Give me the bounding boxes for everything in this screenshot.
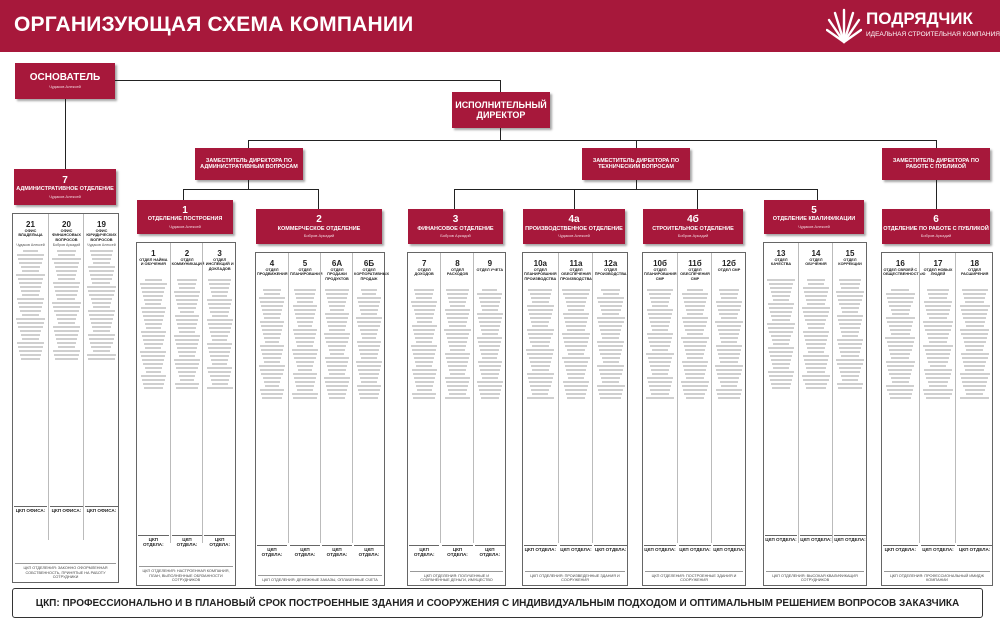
department-duties-text: [411, 289, 437, 489]
department-duties-text: [206, 279, 233, 479]
division-number: 1: [182, 204, 188, 216]
department-column[interactable]: [643, 253, 677, 552]
division-panel-3: [407, 252, 506, 586]
department-column[interactable]: [320, 253, 353, 557]
division-head: Бобров Аркадий: [920, 233, 952, 239]
department-duties-text: [562, 289, 591, 489]
division-number: 2: [316, 214, 322, 226]
division-panel-5: [763, 242, 867, 586]
division-number: 3: [452, 214, 459, 226]
division-head: Чудаков Алексей: [169, 223, 201, 229]
department-column[interactable]: [592, 253, 628, 552]
division-head: Бобров Аркадий: [303, 233, 335, 239]
division-vfp: ЦКП ОТДЕЛЕНИЯ: ДЕНЕЖНЫЕ ЗАКАЗЫ, ОПЛАЧЕННЫЕ СЧЕТА: [258, 575, 382, 583]
founder-title: ОСНОВАТЕЛЬ: [29, 71, 101, 83]
department-duties-text: [767, 279, 795, 479]
department-number: 16: [895, 259, 905, 268]
department-number: 7: [421, 259, 427, 268]
department-duties-text: [477, 289, 503, 489]
department-name: ОФИС ЮРИДИЧЕСКИХ ВОПРОСОВ: [86, 229, 117, 242]
division-number: 7: [62, 174, 68, 186]
department-name: ОФИС ВЛАДЕЛЬЦА: [18, 229, 43, 238]
department-name: ОТДЕЛ ПРОДАЖИ ПРОДУКТОВ: [325, 268, 349, 281]
logo-burst-icon: [826, 6, 862, 46]
department-column[interactable]: [764, 243, 798, 543]
department-number: 17: [933, 259, 943, 268]
department-vfp-label: ЦКП ОФИСА:: [86, 508, 117, 513]
executive-director-box[interactable]: [452, 92, 550, 128]
deputy-admin-box[interactable]: [195, 148, 303, 180]
department-name: ОТДЕЛ НАЙМА И ОБУЧЕНИЯ: [139, 258, 168, 267]
department-duties-text: [836, 279, 864, 479]
department-vfp-label: ЦКП ОФИСА:: [15, 508, 46, 513]
deputy-public-title: ЗАМЕСТИТЕЛЬ ДИРЕКТОРА ПО РАБОТЕ С ПУБЛИКОЙ: [892, 157, 980, 170]
department-name: ОТДЕЛ КОРРЕКЦИИ: [838, 258, 862, 267]
department-number: 10а: [533, 259, 547, 268]
department-duties-text: [16, 250, 45, 450]
department-number: 3: [217, 249, 222, 258]
department-number: 8: [455, 259, 460, 268]
department-name: ОТДЕЛ КОММУНИКАЦИЙ: [171, 258, 205, 267]
department-number: 2: [184, 249, 190, 258]
department-name: ОТДЕЛ КАЧЕСТВА: [770, 258, 792, 267]
logo-name: ПОДРЯДЧИК: [866, 9, 973, 28]
division-box-1[interactable]: [137, 200, 233, 234]
division-title: КОММЕРЧЕСКОЕ ОТДЕЛЕНИЕ: [277, 225, 361, 232]
division-title: АДМИНИСТРАТИВНОЕ ОТДЕЛЕНИЕ: [16, 186, 114, 193]
division-vfp: ЦКП ОТДЕЛЕНИЯ: ПОЛУЧЕННЫЕ И СОХРАНЕННЫЕ ДЕНЬГИ, ИМУЩЕСТВО: [410, 571, 503, 583]
division-head: Чудаков Алексей: [49, 193, 81, 199]
department-vfp-label: ЦКП ОТДЕЛА:: [800, 537, 832, 542]
department-duties-text: [923, 289, 954, 489]
department-number: 18: [970, 259, 980, 268]
department-duties-text: [444, 289, 470, 489]
division-title: ФИНАНСОВОЕ ОТДЕЛЕНИЕ: [417, 225, 494, 232]
department-vfp-label: ЦКП ОТДЕЛА:: [354, 545, 384, 557]
department-name: ОТДЕЛ ПЛАНИРОВАНИЯ ПРОИЗВОДСТВА: [524, 268, 557, 281]
division-box-6[interactable]: [882, 209, 990, 244]
department-column[interactable]: [202, 243, 236, 547]
department-column[interactable]: [440, 253, 473, 557]
division-head: Чудаков Алексей: [798, 223, 830, 229]
header-bar: [0, 0, 1000, 52]
division-panel-6: [881, 252, 993, 586]
department-name: ОТДЕЛ НОВЫХ ЛЮДЕЙ: [923, 268, 953, 277]
department-number: 11б: [688, 259, 702, 268]
department-duties-text: [681, 289, 709, 489]
department-duties-text: [174, 279, 201, 479]
department-number: 13: [776, 249, 786, 258]
deputy-admin-title: ЗАМЕСТИТЕЛЬ ДИРЕКТОРА ПО АДМИНИСТРАТИВНЫМ ВОПРОСАМ: [200, 157, 298, 170]
department-number: 9: [487, 259, 493, 268]
department-name: ОТДЕЛ ПЛАНИРОВАНИЯ: [290, 268, 323, 277]
page-title: ОРГАНИЗУЮЩАЯ СХЕМА КОМПАНИИ: [14, 13, 414, 36]
department-name: ОТДЕЛ ПЛАНИРОВАНИЯ СМР: [644, 268, 677, 281]
department-duties-text: [140, 279, 167, 479]
department-name: ОТДЕЛ ОБУЧЕНИЯ: [805, 258, 827, 267]
department-head: Чудаков Алексей: [16, 243, 45, 247]
department-head: Бобров Аркадий: [52, 243, 81, 247]
department-vfp-label: ЦКП ОТДЕЛА:: [322, 545, 352, 557]
division-box-4a[interactable]: [523, 209, 625, 244]
department-number: 19: [97, 220, 106, 229]
department-duties-text: [526, 289, 555, 489]
department-name: ОФИС ФИНАНСОВЫХ ВОПРОСОВ: [52, 229, 81, 242]
department-column[interactable]: [677, 253, 712, 552]
department-column[interactable]: [832, 243, 867, 543]
department-name: ОТДЕЛ СВЯЗЕЙ С ОБЩЕСТВЕННОСТЬЮ: [883, 268, 926, 277]
department-column[interactable]: [558, 253, 594, 552]
division-number: 6: [933, 214, 939, 226]
logo-tagline: ИДЕАЛЬНАЯ СТРОИТЕЛЬНАЯ КОМПАНИЯ: [866, 31, 1000, 38]
deputy-tech-box[interactable]: [582, 148, 690, 180]
department-vfp-label: ЦКП ОТДЕЛА:: [138, 535, 169, 547]
division-box-7[interactable]: [14, 169, 116, 205]
department-name: ОТДЕЛ ИНСПЕКЦИЙ И ДОКЛАДОВ: [205, 258, 234, 271]
department-column[interactable]: [711, 253, 746, 552]
department-number: 6А: [331, 259, 343, 268]
department-duties-text: [259, 289, 285, 489]
division-panel-4b: [642, 252, 746, 586]
department-duties-text: [646, 289, 674, 489]
division-title: ОТДЕЛЕНИЕ КВАЛИФИКАЦИИ: [772, 216, 856, 223]
division-vfp: ЦКП ОТДЕЛЕНИЯ: ЗАКОННО ОФОРМЛЕННАЯ СОБСТВЕННОСТЬ, ПРИНЯТЫЕ НА РАБОТУ СОТРУДНИКИ: [15, 563, 116, 580]
division-head: Бобров Аркадий: [440, 233, 471, 239]
division-head: Чудаков Алексей: [558, 233, 590, 239]
department-number: 1: [151, 249, 156, 258]
department-column[interactable]: [288, 253, 323, 557]
founder-box[interactable]: [15, 63, 115, 99]
division-panel-2: [255, 252, 390, 586]
department-duties-text: [52, 250, 81, 450]
department-duties-text: [802, 279, 830, 479]
department-vfp-label: ЦКП ОТДЕЛА:: [204, 535, 235, 547]
department-column[interactable]: [473, 253, 506, 557]
division-box-4b[interactable]: [643, 209, 743, 244]
division-title: СТРОИТЕЛЬНОЕ ОТДЕЛЕНИЕ: [652, 225, 734, 232]
department-number: 4: [269, 259, 275, 268]
department-column[interactable]: [83, 214, 119, 540]
division-head: Бобров Аркадий: [677, 233, 709, 239]
department-column[interactable]: [798, 243, 833, 543]
department-duties-text: [959, 289, 990, 489]
division-title: ПРОИЗВОДСТВЕННОЕ ОТДЕЛЕНИЕ: [525, 225, 623, 232]
division-number: 4б: [687, 214, 699, 226]
department-number: 12б: [722, 259, 736, 268]
division-box-5[interactable]: [764, 200, 864, 234]
department-number: 15: [845, 249, 855, 258]
department-head: Чудаков Алексей: [87, 243, 116, 247]
department-column[interactable]: [170, 243, 205, 547]
department-name: ОТДЕЛ УЧЕТА: [476, 268, 504, 272]
department-number: 21: [26, 220, 35, 229]
department-name: ОТДЕЛ ДОХОДОВ: [414, 268, 434, 277]
department-duties-text: [356, 289, 382, 489]
department-vfp-label: ЦКП ОТДЕЛА:: [172, 535, 203, 547]
department-vfp-label: ЦКП ОТДЕЛА:: [560, 547, 592, 552]
division-panel-7: [12, 213, 119, 583]
deputy-public-box[interactable]: [882, 148, 990, 180]
division-panel-4a: [522, 252, 628, 586]
department-number: 10б: [653, 259, 667, 268]
department-number: 5: [302, 259, 308, 268]
department-vfp-label: ЦКП ОТДЕЛА:: [765, 537, 797, 542]
department-vfp-label: ЦКП ОТДЕЛА:: [524, 547, 557, 552]
division-vfp: ЦКП ОТДЕЛЕНИЯ: НАСТРОЕННАЯ КОМПАНИЯ, ПЛАН, ВЫПОЛНЕННЫЕ ОБЯЗАННОСТИ СОТРУДНИКОВ: [139, 566, 233, 583]
division-panel-1: [136, 242, 236, 586]
department-name: ОТДЕЛ РАСХОДОВ: [446, 268, 469, 277]
department-column[interactable]: [48, 214, 84, 540]
department-duties-text: [596, 289, 625, 489]
division-box-3[interactable]: [408, 209, 503, 244]
department-name: ОТДЕЛ ПРОДВИЖЕНИЯ: [257, 268, 288, 277]
deputy-tech-title: ЗАМЕСТИТЕЛЬ ДИРЕКТОРА ПО ТЕХНИЧЕСКИМ ВОПРОСАМ: [592, 157, 680, 170]
company-vfp-banner: ЦКП: ПРОФЕССИОНАЛЬНО И В ПЛАНОВЫЙ СРОК ПОСТРОЕННЫЕ ЗДАНИЯ И СООРУЖЕНИЯ С ИНДИВИДУАЛЬНЫМ ПОДХОДОМ И ОПТИМАЛЬНЫМ РЕШЕНИЕМ ВОПРОСОВ ЗАКАЗЧИКА: [12, 588, 983, 618]
division-number: 4а: [568, 214, 580, 226]
department-duties-text: [87, 250, 116, 450]
department-name: ОТДЕЛ КОРПОРАТИВНЫХ ПРОДАЖ: [354, 268, 390, 281]
department-column[interactable]: [523, 253, 558, 552]
division-vfp: ЦКП ОТДЕЛЕНИЯ: ПРОФЕССИОНАЛЬНЫЙ ИМИДЖ КОМПАНИИ: [884, 571, 990, 583]
division-box-2[interactable]: [256, 209, 382, 244]
department-vfp-label: ЦКП ОТДЕЛА:: [594, 547, 627, 552]
department-vfp-label: ЦКП ОТДЕЛА:: [257, 545, 287, 557]
department-column[interactable]: [408, 253, 440, 557]
department-vfp-label: ЦКП ОТДЕЛА:: [475, 545, 505, 557]
department-column[interactable]: [137, 243, 170, 547]
department-column[interactable]: [256, 253, 288, 557]
department-vfp-label: ЦКП ОТДЕЛА:: [922, 547, 954, 552]
department-duties-text: [324, 289, 350, 489]
department-vfp-label: ЦКП ОТДЕЛА:: [409, 545, 439, 557]
executive-title: ИСПОЛНИТЕЛЬНЫЙ ДИРЕКТОР: [455, 99, 547, 120]
division-title: ОТДЕЛЕНИЕ ПОСТРОЕНИЯ: [147, 216, 223, 223]
department-vfp-label: ЦКП ОФИСА:: [51, 508, 82, 513]
department-number: 12а: [603, 259, 618, 268]
department-vfp-label: ЦКП ОТДЕЛА:: [834, 537, 866, 542]
department-duties-text: [292, 289, 318, 489]
department-number: 6Б: [363, 259, 375, 268]
division-title: ОТДЕЛЕНИЕ ПО РАБОТЕ С ПУБЛИКОЙ: [883, 225, 989, 232]
department-vfp-label: ЦКП ОТДЕЛА:: [884, 547, 917, 552]
division-vfp: ЦКП ОТДЕЛЕНИЯ: ВЫСОКАЯ КВАЛИФИКАЦИЯ СОТРУДНИКОВ: [766, 571, 864, 583]
department-name: ОТДЕЛ ОБЕСПЕЧЕНИЯ ПРОИЗВОДСТВА: [560, 268, 592, 281]
department-column[interactable]: [882, 253, 926, 552]
department-name: ОТДЕЛ ПРОИЗВОДСТВА: [594, 268, 627, 277]
department-column[interactable]: [352, 253, 390, 557]
department-name: ОТДЕЛ РАСШИРЕНИЯ: [960, 268, 989, 277]
department-vfp-label: ЦКП ОТДЕЛА:: [290, 545, 320, 557]
department-number: 20: [62, 220, 71, 229]
department-vfp-label: ЦКП ОТДЕЛА:: [644, 547, 676, 552]
division-vfp: ЦКП ОТДЕЛЕНИЯ: ПРОИЗВЕДЕННЫЕ ЗДАНИЯ И СООРУЖЕНИЯ: [525, 571, 625, 583]
department-name: ОТДЕЛ СМР: [717, 268, 741, 272]
division-vfp: ЦКП ОТДЕЛЕНИЯ: ПОСТРОЕННЫЕ ЗДАНИЯ И СООРУЖЕНИЯ: [645, 571, 743, 583]
department-duties-text: [885, 289, 916, 489]
department-vfp-label: ЦКП ОТДЕЛА:: [713, 547, 745, 552]
department-duties-text: [715, 289, 743, 489]
department-column[interactable]: [13, 214, 48, 540]
department-name: ОТДЕЛ ОБЕСПЕЧЕНИЯ СМР: [680, 268, 710, 281]
department-vfp-label: ЦКП ОТДЕЛА:: [958, 547, 991, 552]
department-vfp-label: ЦКП ОТДЕЛА:: [442, 545, 472, 557]
division-number: 5: [811, 204, 817, 216]
department-column[interactable]: [955, 253, 993, 552]
department-column[interactable]: [919, 253, 957, 552]
department-number: 14: [811, 249, 821, 258]
department-vfp-label: ЦКП ОТДЕЛА:: [679, 547, 711, 552]
department-number: 11а: [569, 259, 583, 268]
founder-head: Чудаков Алексей: [49, 84, 81, 90]
